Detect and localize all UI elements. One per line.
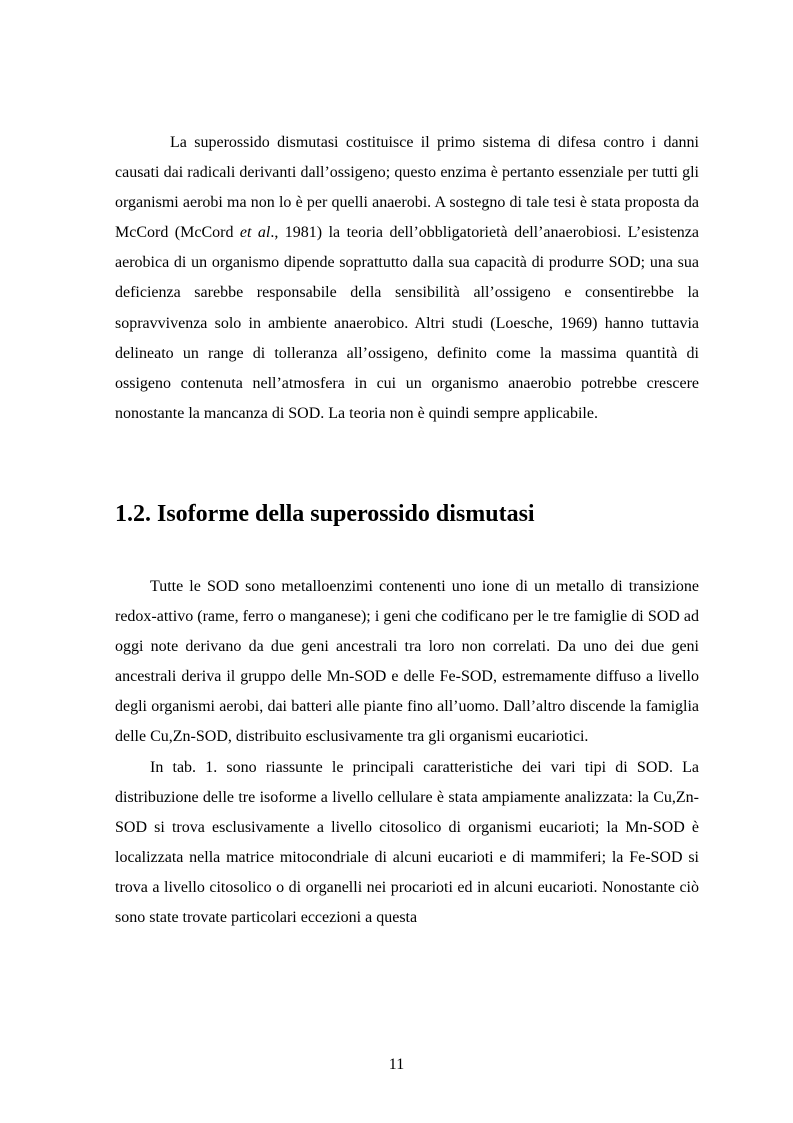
intro-paragraph [115,128,699,429]
page-body [115,128,699,933]
intro-text-part2: ., 1981) la teoria dell’obbligatorietà dell’anaerobiosi. L’esistenza aerobica di un organismo dipende soprattutto dalla sua capacità di produrre SOD; una sua deficienza sarebbe responsabile della sensibilità all’ossigeno e consentirebbe la sopravvivenza solo in ambiente anaerobico. Altri studi (Loesche, 1969) hanno tuttavia delineato un range di tolleranza all’ossigeno, definito come la massima quantità di ossigeno contenuta nell’atmosfera in cui un organismo anaerobio potrebbe crescere nonostante la mancanza di SOD. La teoria non è quindi sempre applicabile. [115,224,699,422]
section-heading: 1.2. Isoforme della superossido dismutasi [115,500,535,527]
section-paragraph-1: Tutte le SOD sono metalloenzimi contenenti uno ione di un metallo di transizione redox-attivo (rame, ferro o manganese); i geni che codificano per le tre famiglie di SOD ad oggi note derivano da due geni ancestrali tra loro non correlati. Da uno dei due geni ancestrali deriva il gruppo delle Mn-SOD e delle Fe-SOD, estremamente diffuso a livello degli organismi aerobi, dai batteri alle piante fino all’uomo. Dall’altro discende la famiglia delle Cu,Zn-SOD, distribuito esclusivamente tra gli organismi eucariotici. [115,577,699,746]
intro-text-part1: La superossido dismutasi costituisce il primo sistema di difesa contro i danni causati dai radicali derivanti dall’ossigeno; questo enzima è pertanto essenziale per tutti gli organismi aerobi ma non lo è per quelli anaerobi. A sostegno di tale tesi è stata proposta da McCord (McCord [115,134,699,242]
intro-text-italic: et al [239,224,271,242]
section-paragraph-2: In tab. 1. sono riassunte le principali caratteristiche dei vari tipi di SOD. La distribuzione delle tre isoforme a livello cellulare è stata ampiamente analizzata: la Cu,Zn-SOD si trova esclusivamente a livello citosolico di organismi eucarioti; la Mn-SOD è localizzata nella matrice mitocondriale di alcuni eucarioti e di mammiferi; la Fe-SOD si trova a livello citosolico o di organelli nei procarioti ed in alcuni eucarioti. Nonostante ciò sono state trovate particolari eccezioni a questa [115,758,699,926]
page-number: 11 [388,1056,405,1073]
